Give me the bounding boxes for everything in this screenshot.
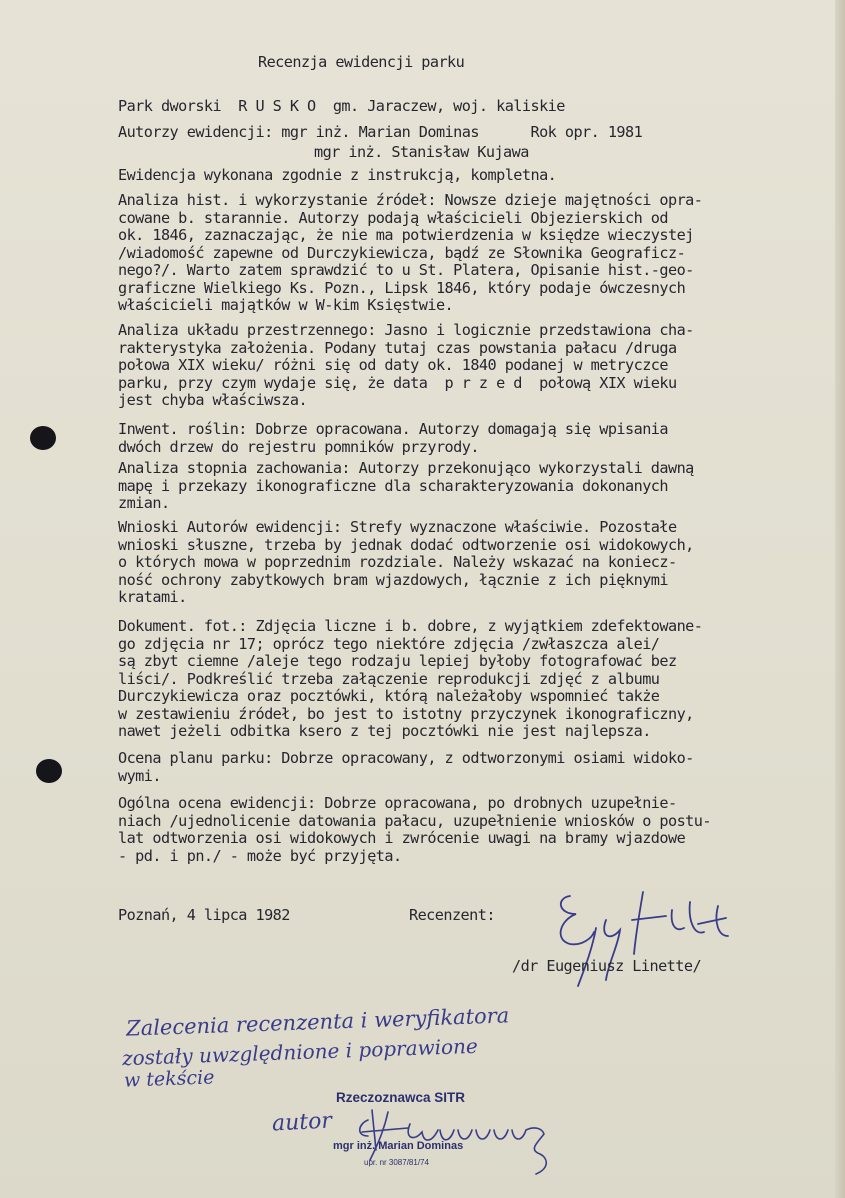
place-date: Poznań, 4 lipca 1982 <box>118 906 290 924</box>
stamp-line-2: mgr inż. Marian Dominas <box>333 1140 464 1152</box>
punch-hole-top <box>30 426 56 450</box>
body-line: połowa XIX wieku/ różni się od daty ok. 1840 podanej w metryczce <box>118 356 668 374</box>
body-line: właścicieli majątków w W-kim Księstwie. <box>118 296 454 314</box>
body-line: Durczykiewicza oraz pocztówki, którą należałoby wspomnieć także <box>118 687 660 705</box>
body-line: cowane b. starannie. Autorzy podają właścicieli Objezierskich od <box>118 208 668 227</box>
body-line: /wiadomość zapewne od Durczykiewicza, bądź ze Słownika Geograficz- <box>118 243 686 262</box>
body-line: - pd. i pn./ - może być przyjęta. <box>118 846 402 865</box>
body-line: nego?/. Warto zatem sprawdzić to u St. Platera, Opisanie hist.-geo- <box>118 261 694 279</box>
body-line: Dokument. fot.: Zdjęcia liczne i b. dobre, z wyjątkiem zdefektowane- <box>118 617 703 635</box>
body-line: Ocena planu parku: Dobrze opracowany, z odtworzonymi osiami widoko- <box>118 749 694 767</box>
punch-hole-bottom <box>36 759 62 783</box>
body-line: jest chyba właściwsza. <box>118 391 308 409</box>
body-line: wymi. <box>118 766 161 785</box>
body-line: ok. 1846, zaznaczając, że nie ma potwierdzenia w księdze wieczystej <box>118 226 694 244</box>
handwritten-note-line-2: zostały uwzględnione i poprawione <box>121 1033 479 1071</box>
body-line: parku, przy czym wydaje się, że data p r z e d połową XIX wieku <box>118 373 677 392</box>
body-line: nawet jeżeli odbitka ksero z tej pocztówki nie jest najlepsza. <box>118 722 651 740</box>
stamp-line-3: upr. nr 3087/81/74 <box>364 1158 429 1167</box>
handwritten-note-line-1: Zalecenia recenzenta i weryfikatora <box>125 1003 510 1041</box>
body-line: liści/. Podkreślić trzeba załączenie reprodukcji zdjęć z albumu <box>118 669 660 688</box>
body-line: graficzne Wielkiego Ks. Pozn., Lipsk 1846, który podaje ówczesnych <box>118 278 686 297</box>
body-line: zmian. <box>118 494 170 512</box>
paper-edge <box>835 0 845 1198</box>
body-line: Wnioski Autorów ewidencji: Strefy wyznaczone właściwie. Pozostałe <box>118 518 677 536</box>
body-line: dwóch drzew do rejestru pomników przyrody. <box>118 437 479 456</box>
body-line: Ogólna ocena ewidencji: Dobrze opracowana, po drobnych uzupełnie- <box>118 794 677 812</box>
body-line: rakterystyka założenia. Podany tutaj czas powstania pałacu /druga <box>118 338 677 357</box>
body-line: kratami. <box>118 588 187 606</box>
body-line: lat odtworzenia osi widokowych i zwrócenie uwagi na bramy wjazdowe <box>118 829 686 847</box>
reviewer-name: /dr Eugeniusz Linette/ <box>512 957 702 975</box>
body-line: są zbyt ciemne /aleje tego rodzaju lepiej byłoby fotografować bez <box>118 652 677 670</box>
handwritten-author-label: autor <box>271 1108 333 1137</box>
body-line: go zdjęcia nr 17; oprócz tego niektóre zdjęcia /zwłaszcza alei/ <box>118 634 660 653</box>
body-line: mapę i przekazy ikonograficzne dla scharakteryzowania dokonanych <box>118 476 668 495</box>
body-line: Inwent. roślin: Dobrze opracowana. Autorzy domagają się wpisania <box>118 420 668 438</box>
intro-line: Ewidencja wykonana zgodnie z instrukcją, kompletna. <box>118 166 557 184</box>
body-line: w zestawieniu źródeł, bo jest to istotny przyczynek ikonograficzny, <box>118 704 694 723</box>
body-line: ność ochrony zabytkowych bram wjazdowych, łącznie z ich pięknymi <box>118 570 668 589</box>
authors-line-2: mgr inż. Stanisław Kujawa <box>314 143 529 161</box>
body-line: o których mowa w poprzednim rozdziale. Należy wskazać na koniecz- <box>118 553 677 571</box>
reviewer-label: Recenzent: <box>409 906 495 924</box>
park-line: Park dworski R U S K O gm. Jaraczew, woj. kaliskie <box>118 97 565 115</box>
body-line: Analiza układu przestrzennego: Jasno i logicznie przedstawiona cha- <box>118 321 694 339</box>
body-line: wnioski słuszne, trzeba by jednak dodać odtworzenie osi widokowych, <box>118 535 694 554</box>
body-line: Analiza stopnia zachowania: Autorzy przekonująco wykorzystali dawną <box>118 459 694 477</box>
stamp-line-1: Rzeczoznawca SITR <box>336 1090 466 1105</box>
document-title: Recenzja ewidencji parku <box>258 53 465 71</box>
authors-line-1: Autorzy ewidencji: mgr inż. Marian Dominas Rok opr. 1981 <box>118 123 643 141</box>
handwritten-note-line-3: w tekście <box>123 1066 215 1092</box>
body-line: Analiza hist. i wykorzystanie źródeł: Nowsze dzieje majętności opra- <box>118 191 703 209</box>
body-line: niach /ujednolicenie datowania pałacu, uzupełnienie wniosków o postu- <box>118 811 711 830</box>
